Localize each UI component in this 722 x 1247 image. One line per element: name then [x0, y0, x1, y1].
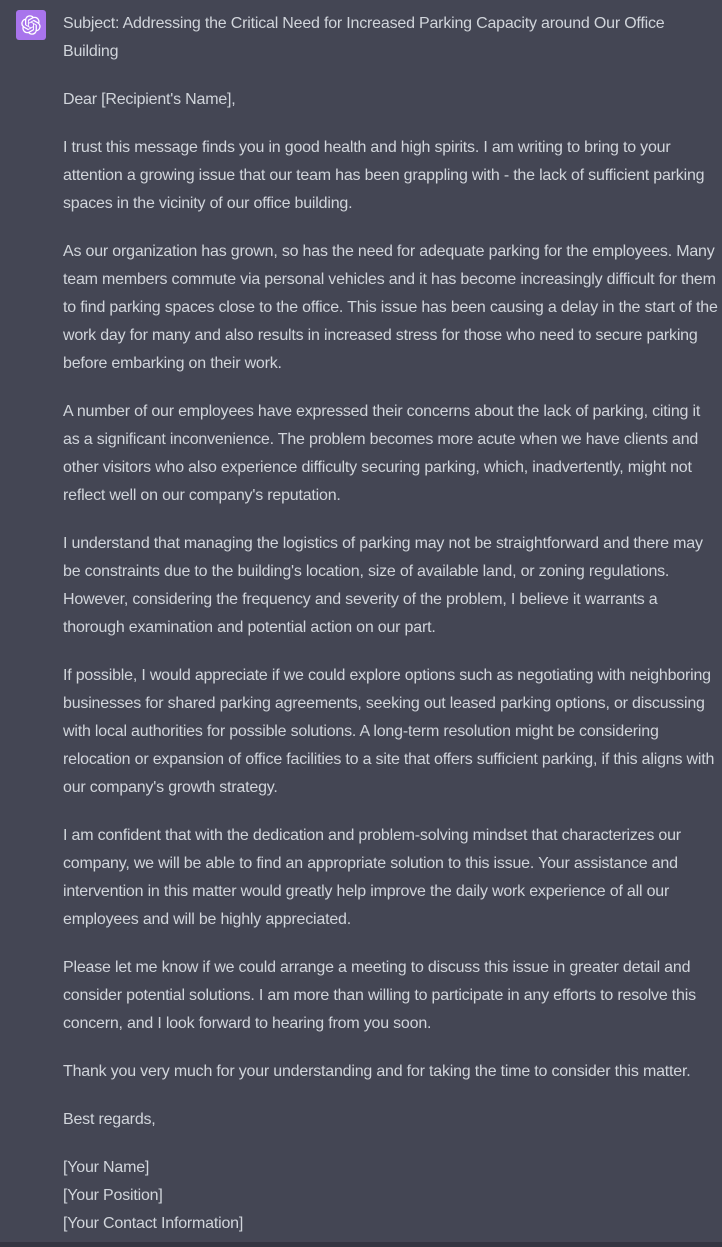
- signature-block: [Your Name] [Your Position] [Your Contact Information]: [63, 1159, 244, 1232]
- message-paragraph: If possible, I would appreciate if we could explore options such as negotiating with neighboring businesses for shared parking agreements, seeking out leased parking options, or discussing with local authorities for possible solutions. A long-term resolution might be considering relocation or expansion of office facilities to a site that offers sufficient parking, if this aligns with our company's growth strategy.: [63, 667, 719, 796]
- message-paragraph: Please let me know if we could arrange a meeting to discuss this issue in greater detail and consider potential solutions. I am more than willing to participate in any efforts to resolve this concern, and I look forward to hearing from you soon.: [63, 959, 701, 1032]
- message-content: [63, 10, 720, 1238]
- message-paragraph: Dear [Recipient's Name],: [63, 91, 236, 108]
- message-paragraph: I understand that managing the logistics of parking may not be straightforward and there may be constraints due to the building's location, size of available land, or zoning regulations. However, considering the frequency and severity of the problem, I believe it warrants a thorough examination and potential action on our part.: [63, 535, 707, 636]
- message-paragraph: As our organization has grown, so has the need for adequate parking for the employees. Many team members commute via personal vehicles and it has become increasingly difficult for them to find parking spaces close to the office. This issue has been causing a delay in the start of the work day for many and also results in increased stress for those who need to secure parking before embarking on their work.: [63, 243, 722, 372]
- openai-logo-icon: [21, 15, 41, 35]
- message-paragraph: I am confident that with the dedication and problem-solving mindset that characterizes our company, we will be able to find an appropriate solution to this issue. Your assistance and intervention in this matter would greatly help improve the daily work experience of all our employees and will be highly appreciated.: [63, 827, 686, 928]
- assistant-avatar: [16, 10, 46, 40]
- message-paragraph: Best regards,: [63, 1111, 156, 1128]
- message-paragraph: Subject: Addressing the Critical Need for Increased Parking Capacity around Our Office Building: [63, 15, 669, 60]
- message-paragraph: A number of our employees have expressed their concerns about the lack of parking, citing it as a significant inconvenience. The problem becomes more acute when we have clients and other visitors who also experience difficulty securing parking, which, inadvertently, might not reflect well on our company's reputation.: [63, 403, 705, 504]
- message-paragraph: I trust this message finds you in good health and high spirits. I am writing to bring to your attention a growing issue that our team has been grappling with - the lack of sufficient parking spaces in the vicinity of our office building.: [63, 139, 709, 212]
- next-row-background: [0, 1242, 722, 1247]
- message-paragraph: Thank you very much for your understanding and for taking the time to consider this matter.: [63, 1063, 691, 1080]
